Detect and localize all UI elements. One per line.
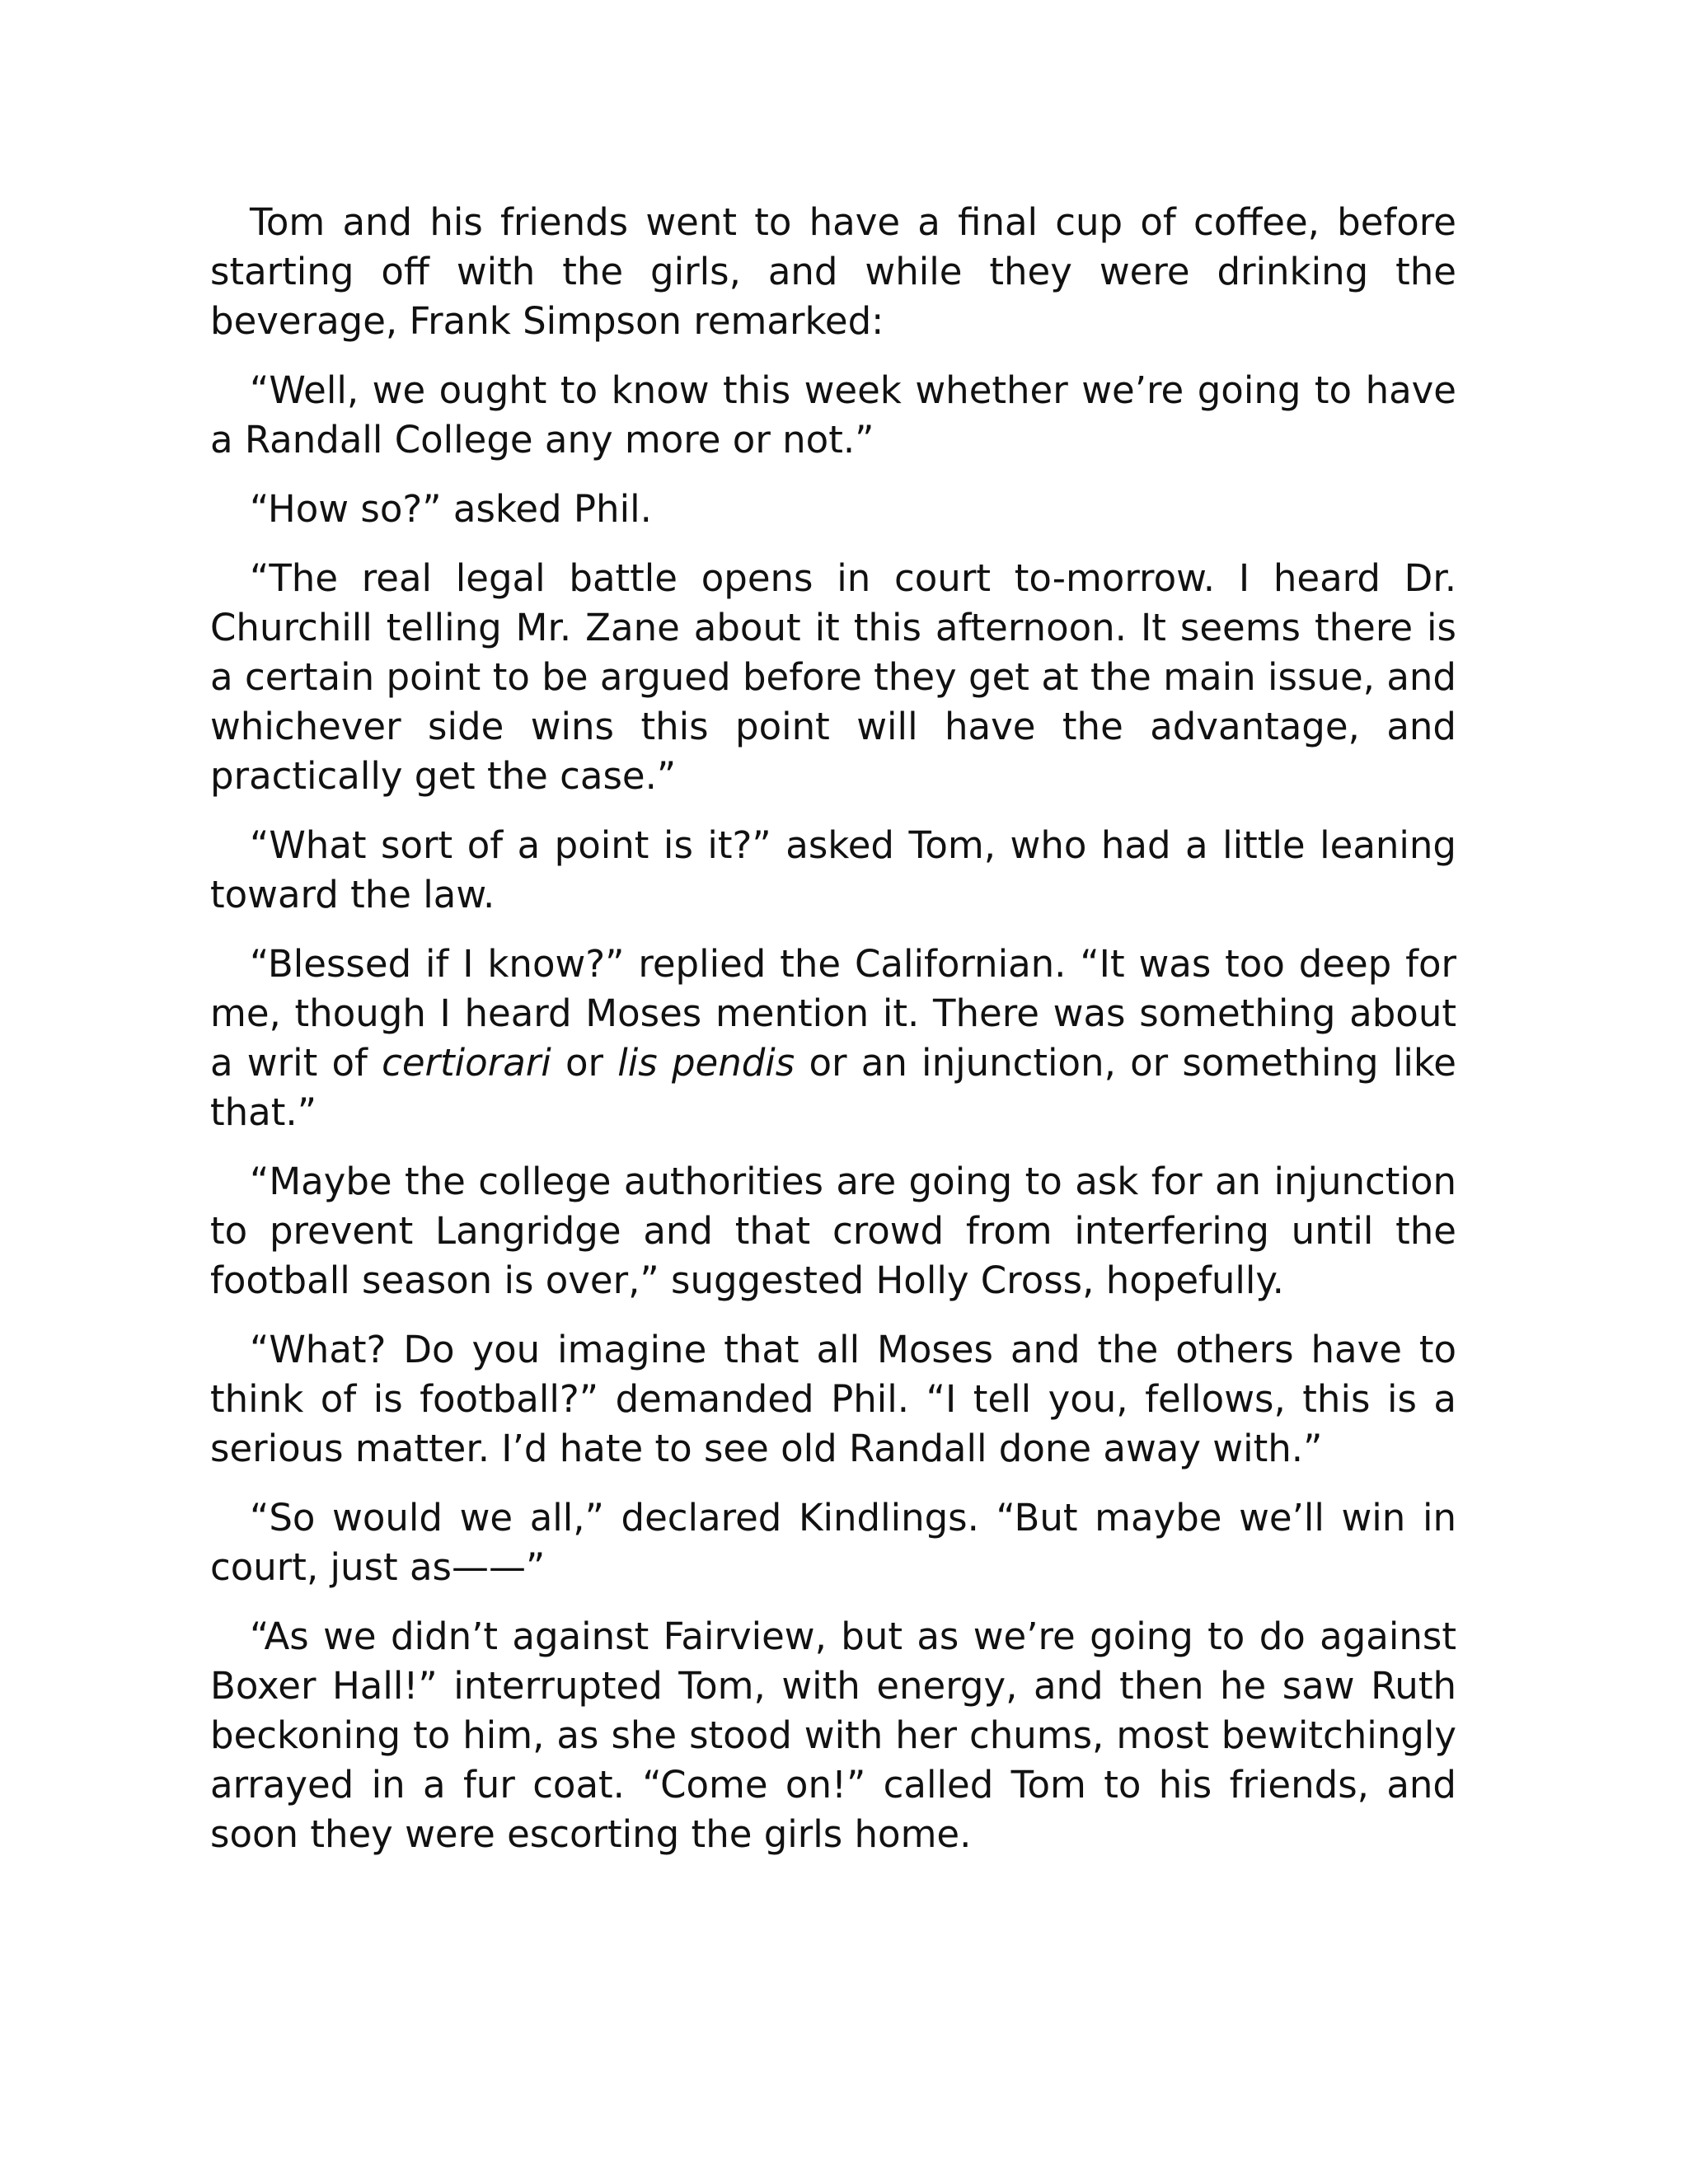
paragraph-4: “The real legal battle opens in court to-morrow. I heard Dr. Churchill telling Mr. Zane about it this afternoon. It seems there is a certain point to be argued before they get at the main issue, and whichever side wins this point will have the advantage, and practically get the case.” — [210, 556, 1456, 798]
paragraph-10: “As we didn’t against Fairview, but as we’re going to do against Boxer Hall!” interrupted Tom, with energy, and then he saw Ruth beckoning to him, as she stood with her chums, most bewitchingly arrayed in a fur coat. “Come on!” called Tom to his friends, and soon they were escorting the girls home. — [210, 1615, 1456, 1856]
paragraph-7: “Maybe the college authorities are going to ask for an injunction to prevent Langridge and that crowd from interfering until the football season is over,” suggested Holly Cross, hopefully. — [210, 1160, 1456, 1302]
paragraph-6-text-c: or an injunction, or something like that.” — [210, 1041, 1456, 1134]
paragraph-2: “Well, we ought to know this week whether we’re going to have a Randall College any more or not.” — [210, 368, 1456, 462]
paragraph-8: “What? Do you imagine that all Moses and the others have to think of is football?” demanded Phil. “I tell you, fellows, this is a serious matter. I’d hate to see old Randall done away with.” — [210, 1328, 1456, 1470]
page-body — [210, 198, 1456, 1879]
italic-term-lis-pendis: lis pendis — [617, 1041, 795, 1085]
paragraph-9: “So would we all,” declared Kindlings. “But maybe we’ll win in court, just as——” — [210, 1496, 1456, 1589]
paragraph-6 — [210, 940, 1456, 1137]
paragraph-3: “How so?” asked Phil. — [250, 487, 652, 531]
paragraph-6-text-b: or — [551, 1041, 618, 1085]
italic-term-certiorari: certiorari — [382, 1041, 551, 1085]
paragraph-6-text-a: “Blessed if I know?” replied the Californian. “It was too deep for me, though I heard Moses mention it. There was something about a writ of — [210, 942, 1456, 1085]
paragraph-5: “What sort of a point is it?” asked Tom, who had a little leaning toward the law. — [210, 823, 1456, 916]
paragraph-1: Tom and his friends went to have a final cup of coffee, before starting off with the girls, and while they were drinking the beverage, Frank Simpson remarked: — [210, 200, 1456, 343]
